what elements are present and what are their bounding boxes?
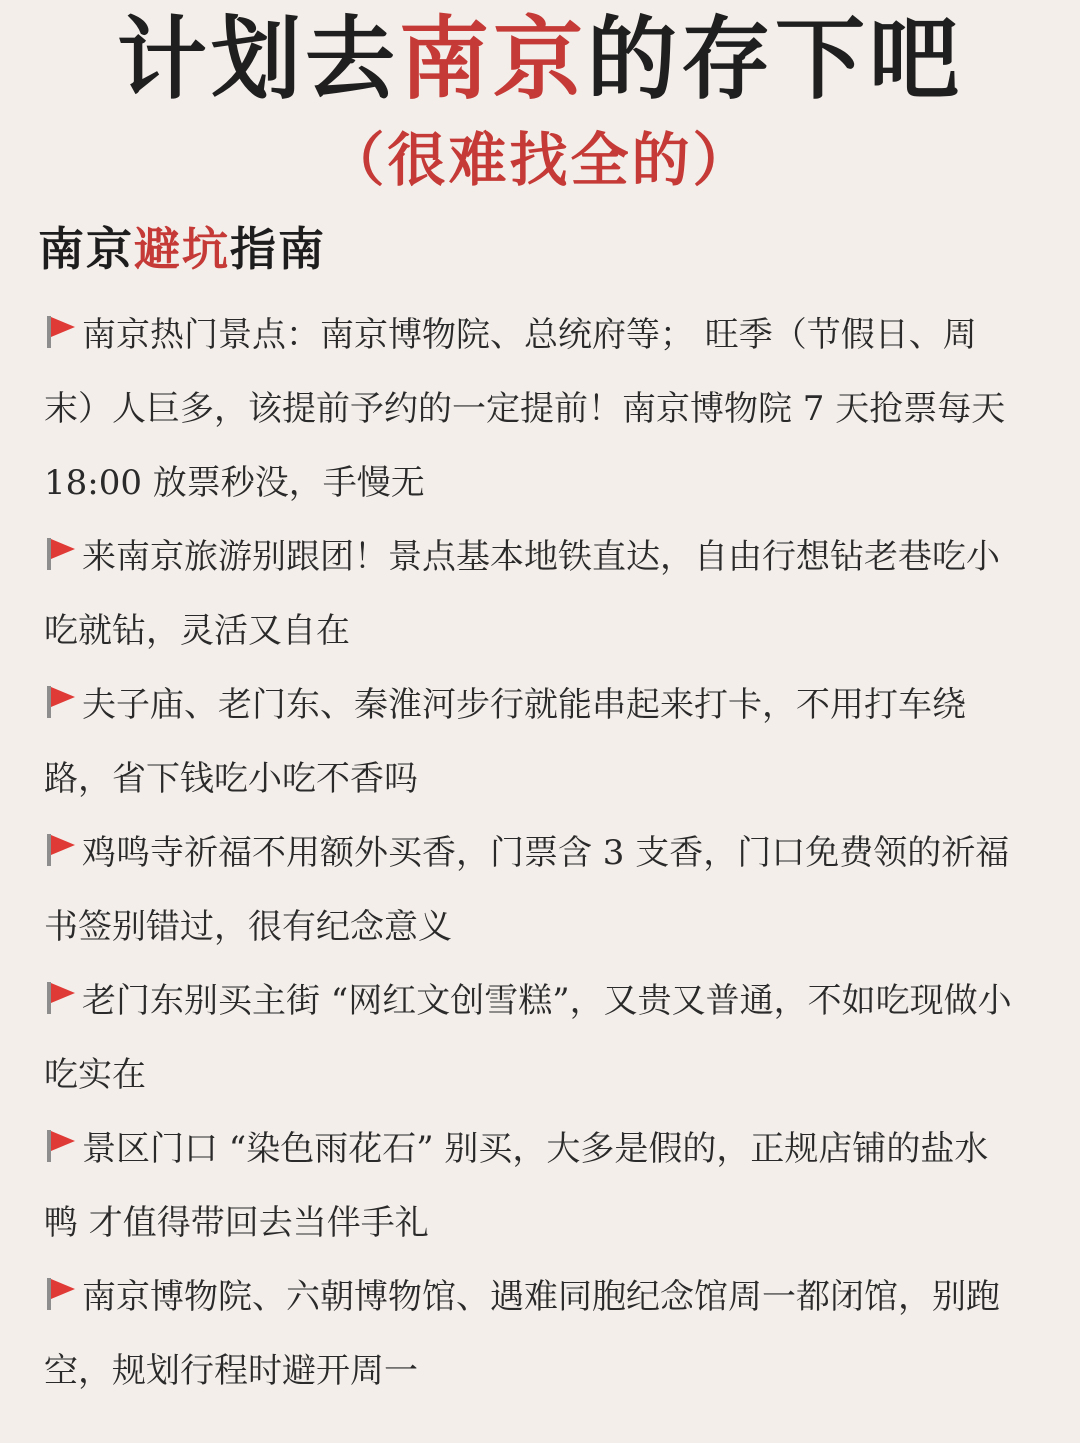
page-subtitle: （很难找全的） bbox=[326, 126, 754, 194]
tip-item bbox=[44, 1260, 1014, 1408]
title-part2: 的存下吧 bbox=[587, 7, 963, 112]
title-highlight: 南京 bbox=[399, 7, 587, 112]
title-part1: 计划去 bbox=[117, 7, 399, 112]
red-flag-icon bbox=[44, 980, 78, 1016]
red-flag-icon bbox=[44, 1128, 78, 1164]
tip-item bbox=[44, 1112, 1014, 1260]
red-flag-icon bbox=[44, 684, 78, 720]
heading-part2: 指南 bbox=[230, 222, 326, 276]
tip-item bbox=[44, 668, 1014, 816]
tips-list bbox=[44, 298, 1014, 1408]
red-flag-icon bbox=[44, 536, 78, 572]
tip-text: 南京热门景点：南京博物院、总统府等； 旺季（节假日、周末）人巨多，该提前予约的一定提前！南京博物院 7 天抢票每天 18:00 放票秒没，手慢无 bbox=[44, 315, 1006, 503]
tip-item bbox=[44, 964, 1014, 1112]
tip-text: 来南京旅游别跟团！景点基本地铁直达，自由行想钻老巷吃小吃就钻，灵活又自在 bbox=[44, 537, 1000, 651]
tip-text: 老门东别买主街 “网红文创雪糕”，又贵又普通，不如吃现做小吃实在 bbox=[44, 981, 1012, 1095]
tip-text: 景区门口 “染色雨花石” 别买，大多是假的，正规店铺的盐水鸭 才值得带回去当伴手礼 bbox=[44, 1129, 989, 1243]
red-flag-icon bbox=[44, 1276, 78, 1312]
tip-item bbox=[44, 520, 1014, 668]
tip-item bbox=[44, 816, 1014, 964]
tip-item bbox=[44, 298, 1014, 520]
tip-text: 南京博物院、六朝博物馆、遇难同胞纪念馆周一都闭馆，别跑空，规划行程时避开周一 bbox=[44, 1277, 1000, 1391]
red-flag-icon bbox=[44, 832, 78, 868]
tip-text: 夫子庙、老门东、秦淮河步行就能串起来打卡，不用打车绕路，省下钱吃小吃不香吗 bbox=[44, 685, 966, 799]
red-flag-icon bbox=[44, 314, 78, 350]
heading-highlight: 避坑 bbox=[134, 222, 230, 276]
page-title bbox=[0, 6, 1080, 114]
heading-part1: 南京 bbox=[38, 222, 134, 276]
tip-text: 鸡鸣寺祈福不用额外买香，门票含 3 支香，门口免费领的祈福书签别错过，很有纪念意义 bbox=[44, 833, 1010, 947]
section-heading bbox=[38, 214, 326, 284]
